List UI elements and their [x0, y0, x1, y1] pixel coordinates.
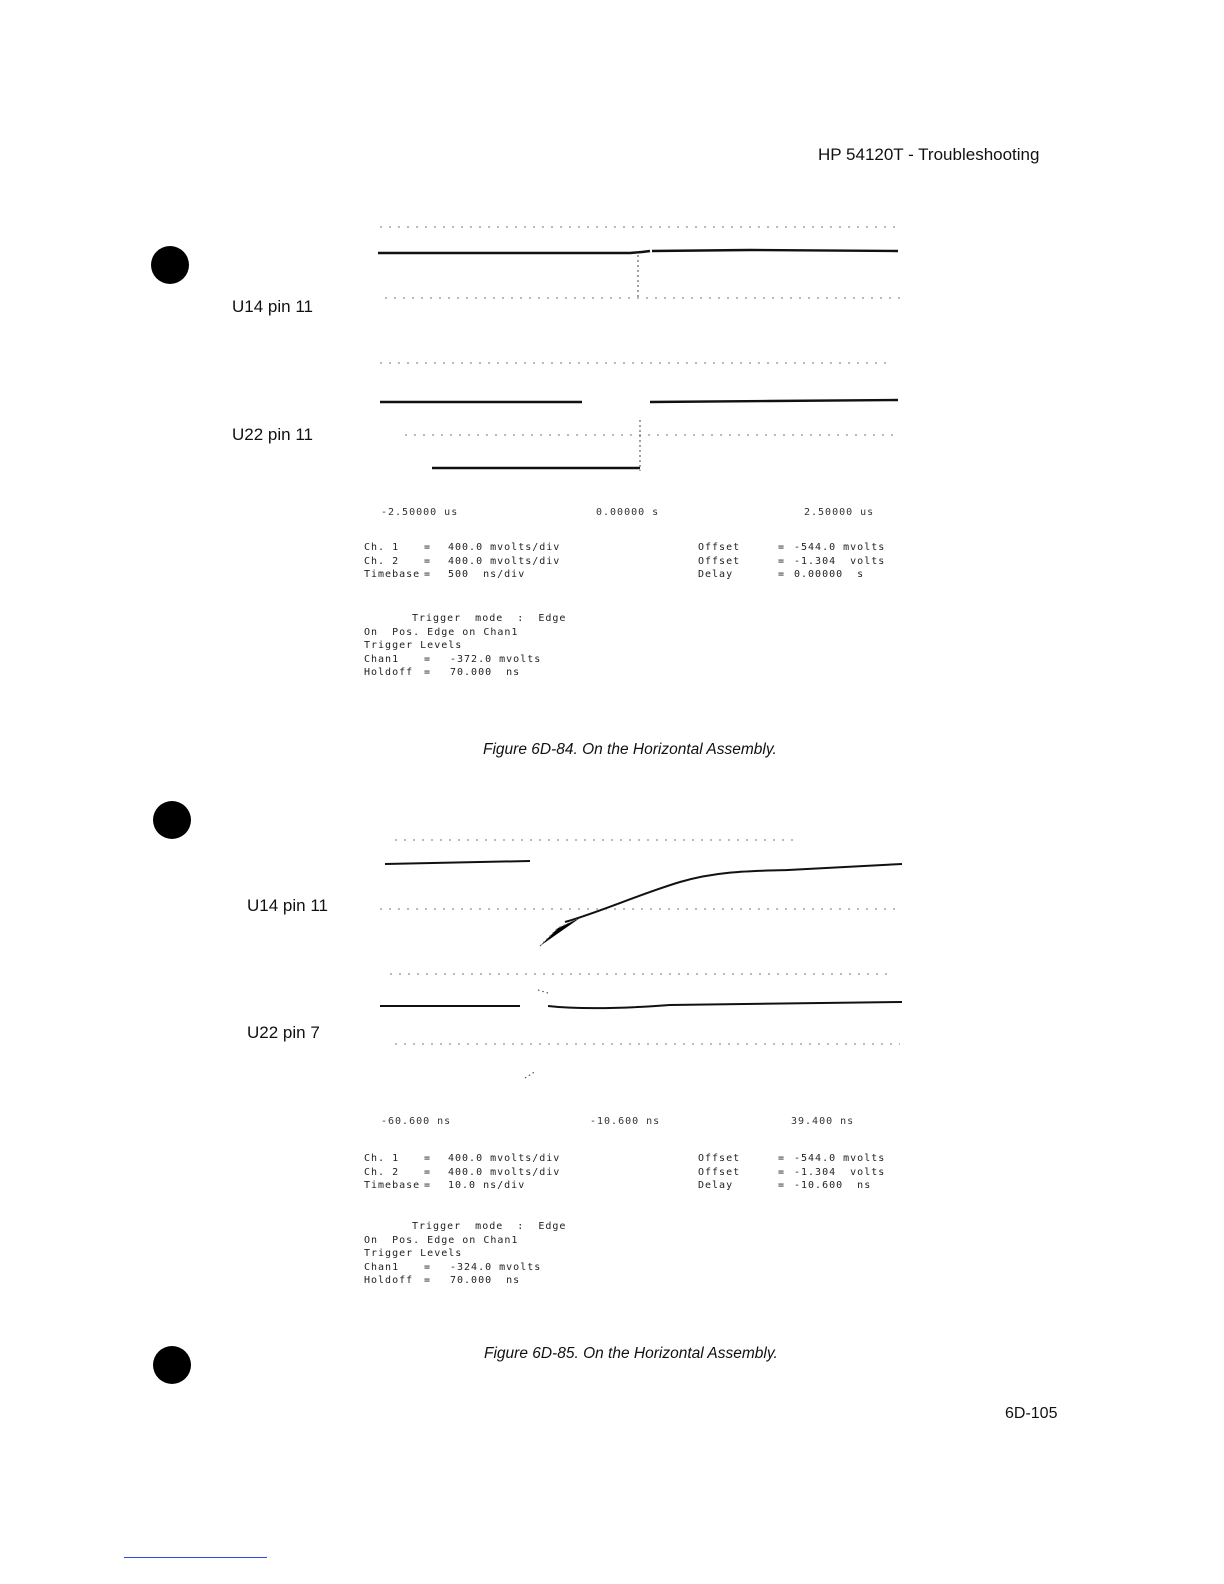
- scope-trace-fig2: [370, 830, 910, 1100]
- time-axis-center-fig2: -10.600 ns: [590, 1116, 661, 1127]
- channel-settings-fig1: [364, 541, 885, 582]
- settings-row: Ch. 1 = 400.0 mvolts/div Offset = -544.0 mvolts: [364, 1153, 886, 1164]
- time-axis-end-fig1: 2.50000 us: [804, 507, 875, 518]
- punch-hole-middle: [153, 801, 191, 839]
- trigger-settings-fig2: [364, 1220, 566, 1288]
- scope-trace-fig1: [370, 215, 910, 485]
- holdoff-row: Holdoff = 70.000 ns: [364, 1275, 521, 1286]
- trigger-settings-fig1: [364, 612, 566, 680]
- trigger-levels-heading: Trigger Levels: [364, 640, 463, 651]
- settings-row: Ch. 1 = 400.0 mvolts/div Offset = -544.0 mvolts: [364, 542, 886, 553]
- signal-label-u14-pin11-fig1: U14 pin 11: [232, 297, 313, 316]
- punch-hole-bottom: [153, 1346, 191, 1384]
- page-number: 6D-105: [1005, 1405, 1058, 1422]
- settings-row: Ch. 2 = 400.0 mvolts/div Offset = -1.304 volts: [364, 555, 886, 567]
- trigger-level-row: Chan1 = -324.0 mvolts: [364, 1261, 542, 1273]
- holdoff-row: Holdoff = 70.000 ns: [364, 667, 521, 678]
- trigger-levels-heading: Trigger Levels: [364, 1248, 463, 1259]
- figure-caption-6d-84: Figure 6D-84. On the Horizontal Assembly.: [483, 741, 777, 758]
- signal-label-u14-pin11-fig2: U14 pin 11: [247, 896, 328, 915]
- footer-rule: [124, 1557, 267, 1558]
- time-axis-start-fig1: -2.50000 us: [381, 507, 459, 518]
- settings-row: Ch. 2 = 400.0 mvolts/div Offset = -1.304 volts: [364, 1166, 886, 1178]
- settings-row: Timebase = 500 ns/div Delay = 0.00000 s: [364, 569, 865, 580]
- trigger-edge: On Pos. Edge on Chan1: [364, 1234, 519, 1246]
- signal-label-u22-pin7-fig2: U22 pin 7: [247, 1023, 320, 1042]
- channel-settings-fig2: [364, 1152, 885, 1193]
- settings-row: Timebase = 10.0 ns/div Delay = -10.600 ns: [364, 1180, 872, 1191]
- trigger-level-row: Chan1 = -372.0 mvolts: [364, 653, 542, 665]
- punch-hole-top: [151, 246, 189, 284]
- trigger-edge: On Pos. Edge on Chan1: [364, 626, 519, 638]
- figure-caption-6d-85: Figure 6D-85. On the Horizontal Assembly.: [484, 1345, 778, 1362]
- time-axis-center-fig1: 0.00000 s: [596, 507, 660, 518]
- page-header: HP 54120T - Troubleshooting: [818, 145, 1040, 164]
- trigger-mode: Trigger mode : Edge: [412, 613, 567, 624]
- signal-label-u22-pin11-fig1: U22 pin 11: [232, 425, 313, 444]
- trigger-mode: Trigger mode : Edge: [412, 1221, 567, 1232]
- time-axis-end-fig2: 39.400 ns: [791, 1116, 855, 1127]
- time-axis-start-fig2: -60.600 ns: [381, 1116, 452, 1127]
